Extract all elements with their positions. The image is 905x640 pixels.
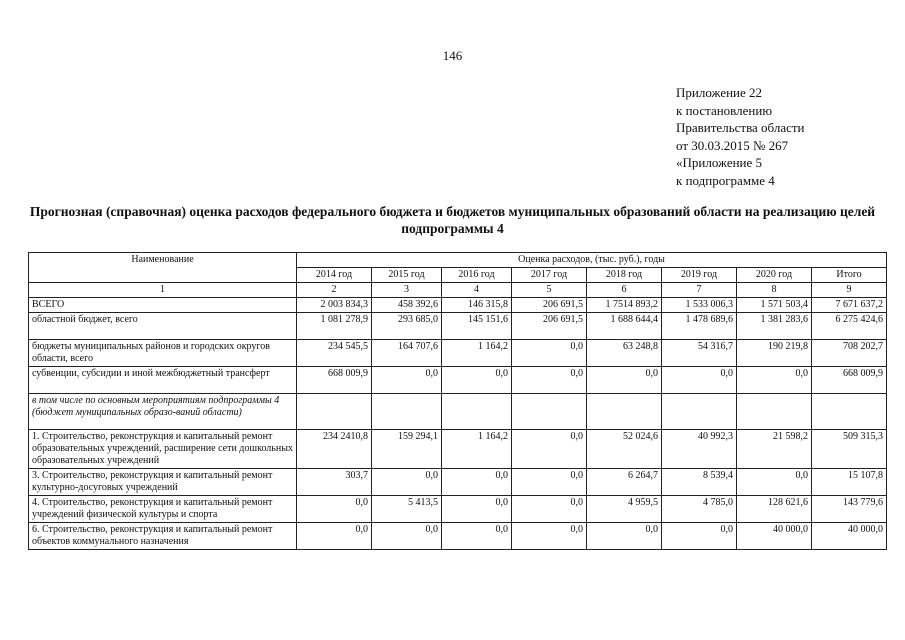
row-value: 0,0 [662,523,737,550]
table-row [29,394,887,430]
row-value: 234 2410,8 [297,430,372,469]
header-year: 2014 год [297,268,372,283]
row-value: 0,0 [297,523,372,550]
row-value: 0,0 [512,340,587,367]
row-value: 0,0 [512,523,587,550]
row-value [737,394,812,430]
row-value: 0,0 [372,523,442,550]
column-number: 4 [442,283,512,298]
row-value: 52 024,6 [587,430,662,469]
column-number: 7 [662,283,737,298]
row-value: 0,0 [587,523,662,550]
table-row [29,523,887,550]
header-name: Наименование [29,253,297,283]
row-value [812,394,887,430]
row-value: 668 009,9 [812,367,887,394]
row-value: 6 275 424,6 [812,313,887,340]
header-group: Оценка расходов, (тыс. руб.), годы [297,253,887,268]
row-value: 293 685,0 [372,313,442,340]
row-name: ВСЕГО [29,298,297,313]
table-header-row [29,253,887,268]
column-number: 8 [737,283,812,298]
page-number: 146 [442,48,463,63]
row-value: 0,0 [512,469,587,496]
row-name: областной бюджет, всего [29,313,297,340]
row-value [297,394,372,430]
row-value: 1 7514 893,2 [587,298,662,313]
table-row [29,469,887,496]
header-year: Итого [812,268,887,283]
row-value: 458 392,6 [372,298,442,313]
row-value: 0,0 [372,367,442,394]
row-value: 1 164,2 [442,430,512,469]
table-row [29,340,887,367]
appendix-note [676,84,805,189]
row-name: бюджеты муниципальных районов и городских округов области, всего [29,340,297,367]
row-value: 63 248,8 [587,340,662,367]
row-value: 190 219,8 [737,340,812,367]
table-row [29,430,887,469]
row-name: субвенции, субсидии и иной межбюджетный трансферт [29,367,297,394]
row-value: 1 478 689,6 [662,313,737,340]
row-value: 1 571 503,4 [737,298,812,313]
row-value: 0,0 [512,367,587,394]
row-value [587,394,662,430]
row-value: 0,0 [297,496,372,523]
column-number: 5 [512,283,587,298]
appendix-line: Правительства области [676,120,805,135]
table-row [29,298,887,313]
row-value: 0,0 [512,496,587,523]
row-value: 54 316,7 [662,340,737,367]
row-value: 1 381 283,6 [737,313,812,340]
row-value: 0,0 [442,496,512,523]
row-value [512,394,587,430]
column-number: 1 [29,283,297,298]
row-value: 40 000,0 [737,523,812,550]
row-value: 509 315,3 [812,430,887,469]
row-value: 159 294,1 [372,430,442,469]
row-value: 8 539,4 [662,469,737,496]
document-title: Прогнозная (справочная) оценка расходов федерального бюджета и бюджетов муниципальных образований области на реализацию целей подпрограммы 4 [29,204,876,236]
row-name: 3. Строительство, реконструкция и капитальный ремонт культурно-досуговых учреждений [29,469,297,496]
row-value: 5 413,5 [372,496,442,523]
row-value: 234 545,5 [297,340,372,367]
row-value: 21 598,2 [737,430,812,469]
row-value: 4 785,0 [662,496,737,523]
row-value: 1 533 006,3 [662,298,737,313]
row-value: 128 621,6 [737,496,812,523]
row-value: 146 315,8 [442,298,512,313]
column-number: 3 [372,283,442,298]
row-value [662,394,737,430]
header-year: 2015 год [372,268,442,283]
table-row [29,313,887,340]
row-value: 206 691,5 [512,313,587,340]
row-value: 0,0 [737,367,812,394]
budget-table [28,252,887,550]
row-value: 1 164,2 [442,340,512,367]
row-value: 0,0 [662,367,737,394]
row-value: 6 264,7 [587,469,662,496]
row-value: 0,0 [587,367,662,394]
row-name: 4. Строительство, реконструкция и капитальный ремонт учреждений физической культуры и спорта [29,496,297,523]
row-value: 40 992,3 [662,430,737,469]
header-year: 2019 год [662,268,737,283]
table-row [29,496,887,523]
row-value: 145 151,6 [442,313,512,340]
header-year: 2017 год [512,268,587,283]
table-row [29,367,887,394]
row-value: 206 691,5 [512,298,587,313]
column-number: 9 [812,283,887,298]
row-value: 668 009,9 [297,367,372,394]
appendix-line: от 30.03.2015 № 267 [676,137,789,153]
appendix-line: к подпрограмме 4 [676,172,775,188]
header-year: 2016 год [442,268,512,283]
header-year: 2018 год [587,268,662,283]
row-value: 143 779,6 [812,496,887,523]
row-value: 40 000,0 [812,523,887,550]
header-year: 2020 год [737,268,812,283]
row-name: в том числе по основным мероприятиям подпрограммы 4 (бюджет муниципальных образо-ваний области) [29,394,297,430]
row-value [372,394,442,430]
row-value: 1 081 278,9 [297,313,372,340]
row-value: 708 202,7 [812,340,887,367]
row-value: 1 688 644,4 [587,313,662,340]
appendix-line: к постановлению [676,102,773,118]
row-value: 4 959,5 [587,496,662,523]
row-value: 303,7 [297,469,372,496]
row-value: 2 003 834,3 [297,298,372,313]
row-value: 0,0 [372,469,442,496]
column-number: 6 [587,283,662,298]
appendix-line: Приложение 22 [676,85,763,100]
row-name: 6. Строительство, реконструкция и капитальный ремонт объектов коммунального назначения [29,523,297,550]
row-value: 0,0 [442,523,512,550]
row-name: 1. Строительство, реконструкция и капитальный ремонт образовательных учреждений, расширение сети дошкольных образовательных учреждений [29,430,297,469]
row-value: 0,0 [442,469,512,496]
row-value: 0,0 [512,430,587,469]
row-value: 7 671 637,2 [812,298,887,313]
row-value: 0,0 [442,367,512,394]
row-value: 0,0 [737,469,812,496]
row-value: 15 107,8 [812,469,887,496]
row-value: 164 707,6 [372,340,442,367]
row-value [442,394,512,430]
column-number: 2 [297,283,372,298]
table-column-numbers-row [29,283,887,298]
appendix-line: «Приложение 5 [676,155,763,170]
